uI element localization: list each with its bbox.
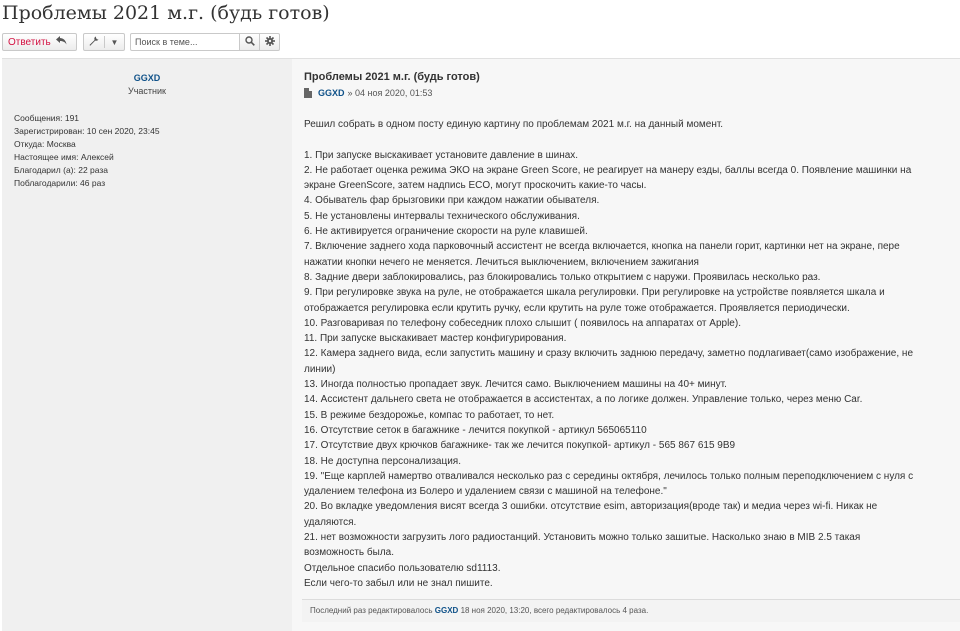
topic-toolbar	[2, 33, 280, 51]
search-button[interactable]	[240, 33, 260, 51]
edit-prefix: Последний раз редактировалось	[310, 606, 433, 615]
post-profile	[2, 59, 292, 631]
forum-post	[2, 58, 960, 631]
post-line: 11. При запуске выскакивает мастер конфигурирования.	[304, 333, 567, 345]
reply-arrow-icon	[56, 36, 67, 48]
post-line: 16. Отсутствие сеток в багажнике - лечится покупкой - артикул 565065110	[304, 424, 647, 436]
post-line: 13. Иногда полностью пропадает звук. Лечится само. Выключением машины на 40+ минут.	[304, 379, 727, 391]
profile-stat-thanked: Благодарил (а): 22 раза	[14, 165, 109, 175]
gear-icon	[265, 36, 275, 49]
post-date: » 04 ноя 2020, 01:53	[347, 88, 433, 98]
post-line: 7. Включение заднего хода парковочный ассистент не всегда включается, кнопка на панели горит, картинки нет на экране, пере нажатии кнопки нечего не меняется. Лечиться выключением, включением зажигания	[304, 241, 900, 268]
page-title: Проблемы 2021 м.г. (будь готов)	[2, 2, 330, 24]
post-author-link[interactable]: GGXD	[318, 88, 345, 98]
chevron-down-icon[interactable]: ▼	[110, 37, 119, 47]
post-line: 8. Задние двери заблокировались, раз блокировались только открытием с наружи. Проявилась несколько раз.	[304, 271, 821, 283]
post-intro: Решил собрать в одном посту единую картину по проблемам 2021 м.г. на данный момент.	[304, 119, 724, 130]
post-line: 5. Не установлены интервалы технического обслуживания.	[304, 210, 580, 222]
post-line: 14. Ассистент дальнего света не отображается в ассистентах, а по логике должен. Управление только, через меню Car.	[304, 394, 863, 406]
profile-stat-real-name: Настоящее имя: Алексей	[14, 152, 114, 162]
topic-search	[130, 33, 280, 51]
post-line: 12. Камера заднего вида, если запустить машину и сразу включить заднюю передачу, заметно подлагивает(само изображение, не линии)	[304, 348, 914, 375]
post-title[interactable]: Проблемы 2021 м.г. (будь готов)	[304, 71, 480, 83]
post-line: 1. При запуске выскакивает установите давление в шинах.	[304, 149, 579, 161]
post-content	[304, 117, 914, 591]
post-line: 4. Обыватель фар брызговики при каждом нажатии обывателя.	[304, 195, 600, 207]
profile-stats	[14, 112, 160, 190]
edit-notice	[302, 599, 960, 622]
reply-button[interactable]	[2, 33, 77, 51]
profile-stat-posts[interactable]: Сообщения: 191	[14, 113, 80, 123]
profile-rank: Участник	[128, 86, 166, 96]
post-line: 21. нет возможности загрузить лого радиостанций. Установить можно только зашитые. Насколько знаю в MIB 2.5 такая возможность была.	[304, 532, 861, 559]
post-line: 9. При регулировке звука на руле, не отображается шкала регулировки. При регулировке на устройстве появляется шкала и отображается регулировка если крутить ручку, если крутить на руле тоже отображается. Проявляется периодически.	[304, 287, 885, 314]
post-lines	[304, 148, 914, 592]
post-line: 20. Во вкладке уведомления висят всегда 3 ошибки. отсутствие esim, авторизация(вроде так) и медиа через wi-fi. Никак не удаляются.	[304, 501, 878, 528]
reply-button-label: Ответить	[8, 36, 51, 48]
post-line: 6. Не активируется ограничение скорости на руле клавишей.	[304, 226, 588, 238]
profile-stat-registered: Зарегистрирован: 10 сен 2020, 23:45	[14, 126, 160, 136]
wrench-icon	[84, 36, 104, 49]
post-line: Если чего-то забыл или не знал пишите.	[304, 577, 493, 589]
post-meta	[304, 88, 432, 98]
search-icon	[245, 36, 255, 49]
search-input[interactable]	[130, 33, 240, 51]
edit-author-link[interactable]: GGXD	[434, 606, 459, 615]
post-line: 18. Не доступна персонализация.	[304, 455, 461, 467]
post-line: 19. "Еще карплей намертво отваливался несколько раз с середины октября, лечилось только полным переподключением с нуля с удалением телефона из Болеро и удалением связи с машиной на телефоне."	[304, 470, 914, 498]
post-line: 2. Не работает оценка режима ЭКО на экране Green Score, не реагирует на манеру езды, баллы всегда 0. Появление машинки на экране GreenScore, затем надпись ECO, могут проскочить какие-то часы.	[304, 164, 912, 192]
post-line: Отдельное спасибо пользователю sd1113.	[304, 562, 501, 574]
profile-stat-was-thanked: Поблагодарили: 46 раз	[14, 178, 106, 188]
edit-details: 18 ноя 2020, 13:20, всего редактировалось 4 раза.	[460, 606, 649, 615]
post-line: 10. Разговаривая по телефону собеседник плохо слышит ( появилось на аппаратах от Apple).	[304, 317, 741, 329]
document-icon[interactable]	[304, 88, 312, 98]
post-line: 17. Отсутствие двух крючков багажнике- так же лечится покупкой- артикул - 565 867 615 9B9	[304, 440, 736, 452]
profile-stat-location: Откуда: Москва	[14, 139, 76, 149]
post-line: 15. В режиме бездорожье, компас то работает, то нет.	[304, 409, 555, 421]
advanced-search-button[interactable]	[260, 33, 280, 51]
profile-username[interactable]: GGXD	[133, 73, 161, 83]
topic-tools-button[interactable]	[83, 33, 125, 51]
post-body	[292, 59, 960, 631]
